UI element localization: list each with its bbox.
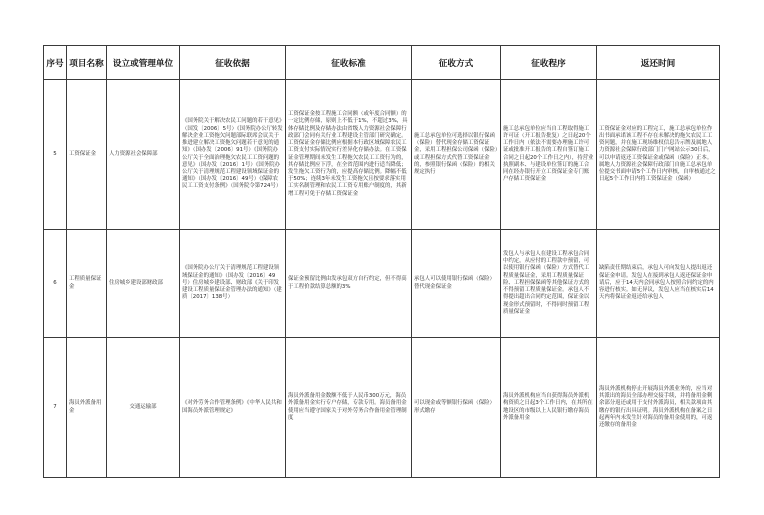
- cell-basis: 《国务院办公厅关于清理规范工程建设领域保证金的通知》（国办发〔2016〕49号）住房城乡建设部、财政部《关于印发建设工程质量保证金管理办法的通知》（建质〔2017〕138号）: [180, 230, 286, 338]
- cell-standard: 保证金预留比例由发承包双方自行约定，但不得高于工程价款结算总额的3%: [286, 230, 412, 338]
- cell-refund: 海员外派机构停止开展海员外派业务的，应当对其派出的海员全部办理交接手续，并将备用金剩余部分返还或用于支付外派海员，相关款项由其缴存的银行出具证明。海员外派机构在备案之日起两年内未发生针对海员的备用金使用的，可返还缴存的备用金: [597, 338, 720, 478]
- cell-refund: 工资保证金对应的工程完工，施工总承包单位作出书面承诺该工程不存在未解决的拖欠农民工工资问题，并在施工现场维权信息告示牌及属地人力资源社会保障行政部门门户网站公示30日后，可以申请返还工资保证金或保函（保险）正本。属地人力资源社会保障行政部门自施工总承包单位提交书面申请5个工作日内审核，自审核通过之日起5个工作日内将工资保证金（保函）: [597, 80, 720, 230]
- cell-method: 可以现金或等额银行保函（保险）形式缴存: [412, 338, 501, 478]
- cell-procedure: 海员外派机构应当自获得海员外派机构资质之日起3个工作日内，在其所在地设区的市级以上人民银行缴存海员外派备用金: [501, 338, 597, 478]
- cell-procedure: 发包人与承包人在建设工程承包合同中约定，从应付的工程款中预留，可以使用银行保函（保险）方式替代工程质量保证金，采用工程质量保证险、工程担保保函等其他保证方式的不得预留工程质量保证金。承包人不得提出超出合同约定范围，保证金以现金形式预留时，不得同时预留工程质量保证金: [501, 230, 597, 338]
- cell-name: 工程质量保证金: [67, 230, 107, 338]
- table-row: [44, 80, 720, 230]
- fee-table: [43, 45, 720, 478]
- cell-no: 5: [44, 80, 67, 230]
- cell-basis: 《对外劳务合作管理条例》《中华人民共和国海员外派管理规定》: [180, 338, 286, 478]
- header-no: 序号: [44, 46, 67, 80]
- cell-method: 施工总承包单位可选择以银行保函（保险）替代现金存储工资保证金，采用工程担保公司保函（保险）或工程担保方式代替工资保证金的，参照银行保函（保险）的相关规定执行: [412, 80, 501, 230]
- cell-no: 7: [44, 338, 67, 478]
- cell-unit: 住房城乡建设部财政部: [107, 230, 180, 338]
- header-standard: 征收标准: [286, 46, 412, 80]
- cell-name: 工资保证金: [67, 80, 107, 230]
- cell-name: 海员外派备用金: [67, 338, 107, 478]
- cell-unit: 交通运输部: [107, 338, 180, 478]
- header-procedure: 征收程序: [501, 46, 597, 80]
- table-row: [44, 338, 720, 478]
- cell-basis: 《国务院关于解决农民工问题的若干意见》（国发〔2006〕5号）《国务院办公厅转发解决企业工资拖欠问题部际联席会议关于推进建立解决工资拖欠问题若干意见的通知》（国办发〔2006〕91号）《国务院办公厅关于全面治理拖欠农民工工资问题的意见》（国办发〔2016〕1号）《国务院办公厅关于清理规范工程建设领域保证金的通知》（国办发〔2016〕49号）《保障农民工工资支付条例》（国务院令第724号）: [180, 80, 286, 230]
- header-unit: 设立或管理单位: [107, 46, 180, 80]
- cell-refund: 缺陷责任期结束后，承包人可向发包人提出返还保证金申请。发包人在接到承包人返还保证金申请后，应于14天内会同承包人按照合同约定的内容进行核实。如无异议，发包人应当在核实后14天内将保证金返还给承包人: [597, 230, 720, 338]
- cell-method: 承包人可以使用银行保函（保险）替代现金保证金: [412, 230, 501, 338]
- header-row: [44, 46, 720, 80]
- header-basis: 征收依据: [180, 46, 286, 80]
- table-row: [44, 230, 720, 338]
- cell-no: 6: [44, 230, 67, 338]
- header-name: 项目名称: [67, 46, 107, 80]
- cell-standard: 海员外派备用金数额不低于人民币300万元，海员外派备用金实行专户存储，专款专用。海员备用金使用应当遵守国家关于对外劳务合作备用金管理制度: [286, 338, 412, 478]
- cell-procedure: 施工总承包单位应当自工程取得施工许可证（开工报告批复）之日起20个工作日内（依法不需要办理施工许可证或批准开工报告的工程自签订施工合同之日起20个工作日之内），持营业执照副本、与建设单位签订的施工合同在经办银行开立工资保证金专门账户存储工资保证金: [501, 80, 597, 230]
- cell-unit: 人力资源社会保障部: [107, 80, 180, 230]
- header-refund: 返还时间: [597, 46, 720, 80]
- header-method: 征收方式: [412, 46, 501, 80]
- cell-standard: 工资保证金按工程施工合同额（或年度合同额）的一定比例存储，原则上不低于1%，不超过3%，具体存储比例及存储办法由省级人力资源社会保障行政部门会同有关行业工程建设主管部门研究确定。工资保证金存储比例应根据本行政区域保障农民工工资支付实际情况实行差异化存储办法。在工资保证金管理期间未发生工程拖欠农民工工资行为的，其存储比例应下浮，在全省范围内进行适当降低；发生拖欠工资行为的，应提高存储比例。降幅不低于50%；连续3年未发生工资拖欠且按要求落实用工实名制管理和农民工工资专用账户制度的，其新增工程可免于存储工资保证金: [286, 80, 412, 230]
